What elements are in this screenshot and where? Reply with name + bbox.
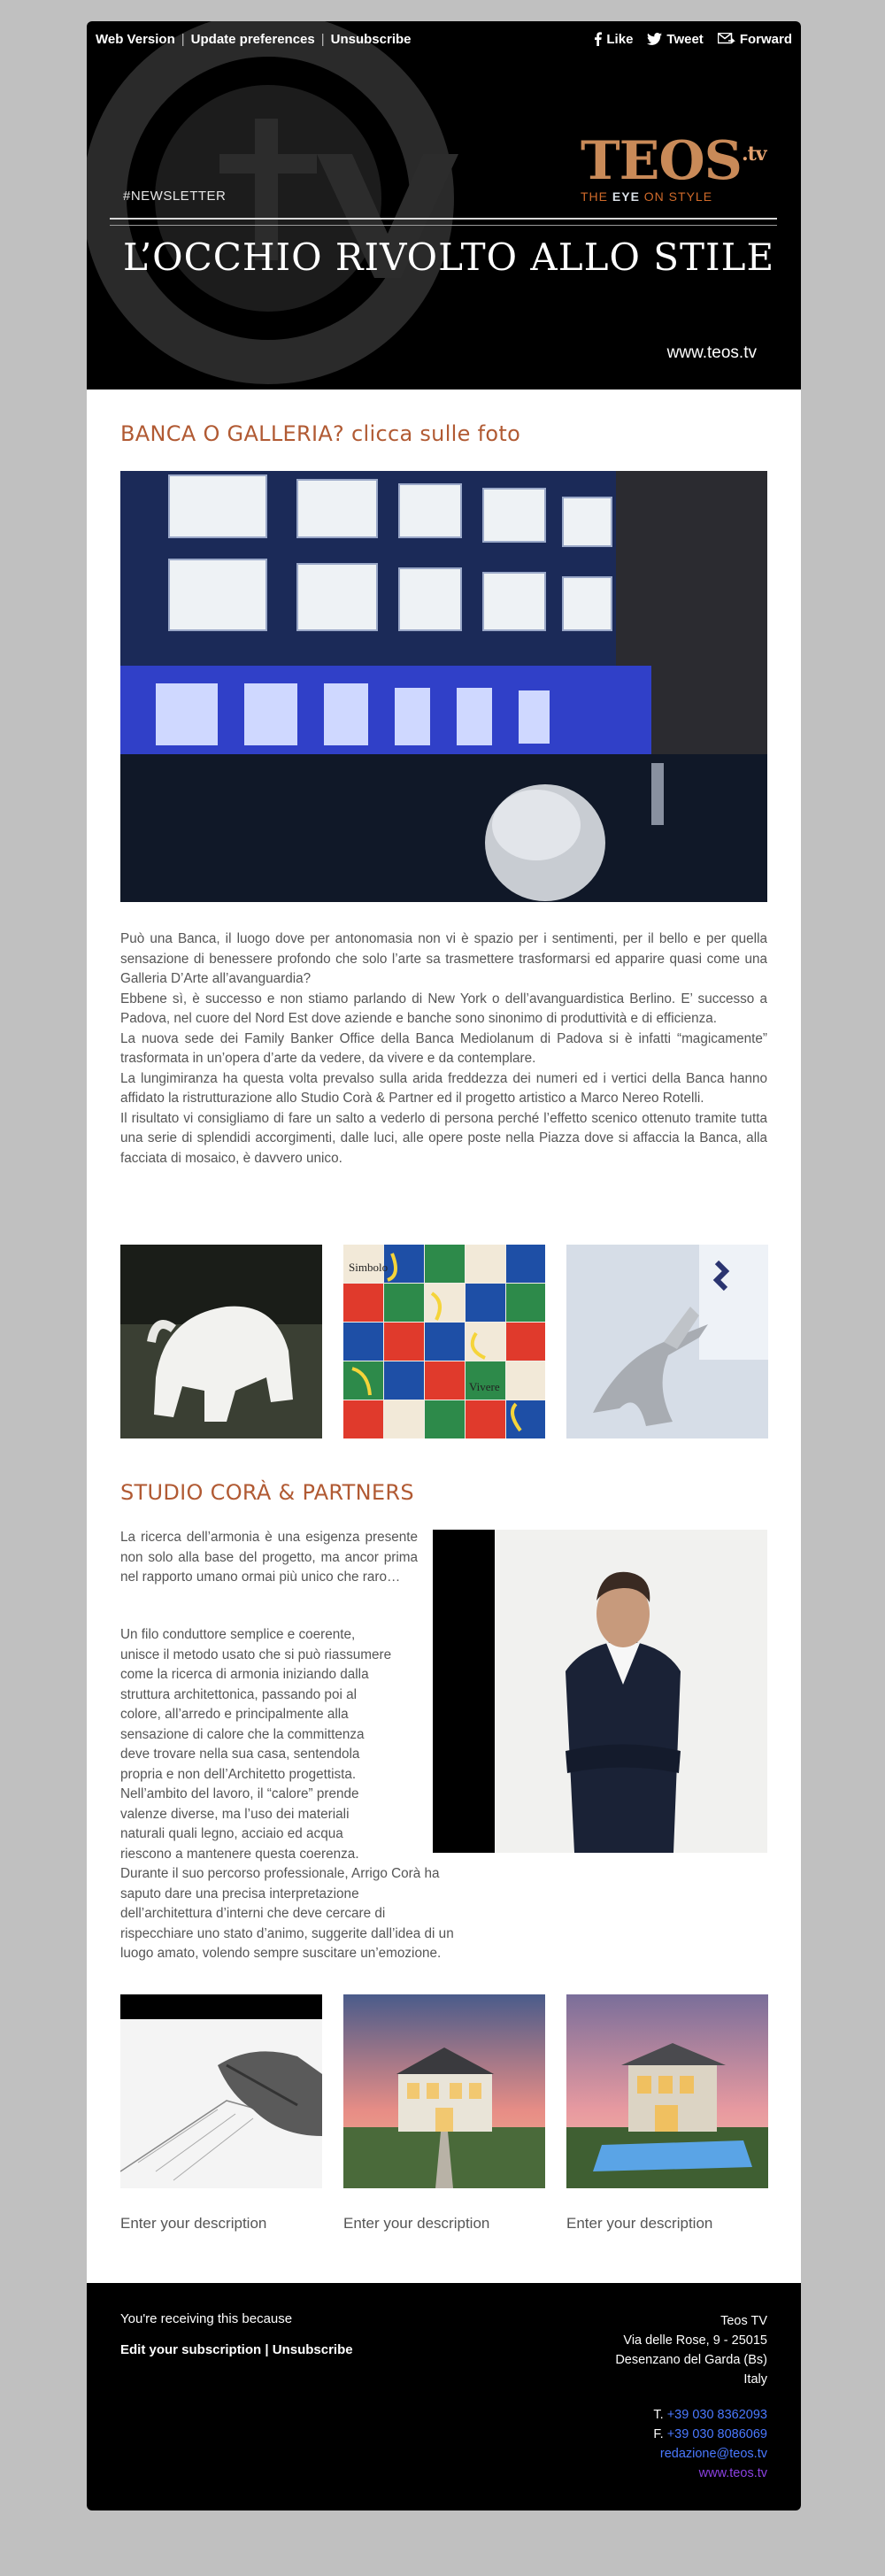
tweet-label: Tweet — [666, 31, 704, 47]
top-links — [96, 28, 412, 50]
tv-watermark-graphic — [87, 21, 801, 389]
silver-statue-photo[interactable] — [566, 1245, 768, 1438]
logo-badge: .tv — [741, 143, 766, 166]
fax-row: F. +39 030 8086069 — [653, 2427, 767, 2441]
studio-body — [120, 1625, 457, 1964]
section1-body — [120, 929, 767, 1168]
header-website: www.teos.tv — [666, 343, 757, 362]
gallery-caption: Enter your description — [343, 2215, 490, 2232]
text-line: propria e non dell’Architetto progettista. — [120, 1766, 357, 1782]
forward-label: Forward — [739, 31, 792, 47]
section-title-studio: STUDIO CORÀ & PARTNERS — [120, 1480, 414, 1505]
studio-intro — [120, 1528, 418, 1588]
facebook-icon — [594, 32, 602, 46]
newsletter-header — [87, 21, 801, 389]
like-label: Like — [606, 31, 634, 47]
text-line: Un filo conduttore semplice e coerente, — [120, 1627, 356, 1642]
update-preferences-link[interactable]: Update preferences — [190, 31, 315, 47]
section-title-banca: BANCA O GALLERIA? clicca sulle foto — [120, 421, 521, 446]
text-line: struttura architettonica, passando poi al — [120, 1686, 358, 1702]
tweet-button[interactable] — [647, 32, 703, 47]
newsletter-card — [87, 21, 801, 2510]
newsletter-hashtag: #NEWSLETTER — [123, 189, 227, 204]
arrigo-cora-portrait[interactable] — [433, 1530, 767, 1853]
bank-building-photo[interactable] — [120, 471, 767, 902]
subscription-info — [120, 2311, 353, 2357]
text-line: colore, all’arredo e principalmente alla — [120, 1707, 349, 1722]
mosaic-artwork-photo[interactable] — [343, 1245, 545, 1438]
villa-render-photo[interactable] — [343, 1994, 545, 2188]
twitter-icon — [647, 33, 662, 45]
company-contact — [615, 2311, 767, 2483]
text-line: luogo amato, volendo sempre suscitare un’emozione. — [120, 1946, 442, 1961]
logo-wordmark: $TEOS^{.tv}$ — [581, 130, 766, 192]
pool-villa-render-photo[interactable] — [566, 1994, 768, 2188]
text-line: Durante il suo percorso professionale, Arrigo Corà ha saputo dare una precisa interpretazione — [120, 1866, 440, 1901]
unsubscribe-link[interactable]: Unsubscribe — [330, 31, 412, 47]
separator: | — [320, 31, 325, 47]
header-divider — [110, 218, 777, 220]
paragraph: Ebbene sì, è successo e non stiamo parlando di New York o dell’avanguardistica Berlino. E’ successo a Padova, nel cuore del Nord Est dove aziende e banche sono sinonimo di produttività e di efficienza. — [120, 991, 767, 1026]
gallery-caption: Enter your description — [120, 2215, 267, 2232]
newsletter-footer — [87, 2283, 801, 2510]
telephone-row: T. +39 030 8362093 — [653, 2408, 767, 2422]
newsletter-headline: L’OCCHIO RIVOLTO ALLO STILE — [123, 235, 775, 279]
separator: | — [181, 31, 185, 47]
footer-unsubscribe-link[interactable]: Unsubscribe — [272, 2342, 353, 2357]
paragraph: La lungimiranza ha questa volta prevalso sulla arida freddezza dei numeri ed i vertici della Banca hanno affidato la ristrutturazione allo Studio Corà & Partner ed il progetto artistico a Marco Nereo Rotelli. — [120, 1070, 767, 1106]
text-line: deve trovare nella sua casa, sentendola — [120, 1747, 360, 1762]
sketch-drawing-photo[interactable] — [120, 1994, 322, 2188]
social-links — [594, 28, 792, 50]
text-line: unisce il metodo usato che si può riassumere — [120, 1647, 392, 1662]
edit-subscription-link[interactable]: Edit your subscription — [120, 2342, 262, 2357]
mosaic-word: Simbolo — [349, 1261, 389, 1274]
web-version-link[interactable]: Web Version — [96, 31, 175, 47]
paragraph: Il risultato vi consigliamo di fare un salto a vederlo di persona perché l’effetto scenico ottenuto tramite tutta una serie di splendidi accorgimenti, dalle luci, alle opere poste nella Piazza dove si affaccia la Banca, alla facciata di mosaico, è davvero unico. — [120, 1110, 767, 1166]
address-line: Desenzano del Garda (Bs) — [615, 2353, 767, 2367]
paragraph: La nuova sede dei Family Banker Office della Banca Mediolanum di Padova si è infatti “magicamente” trasformata in un’opera d’arte da vedere, da vivere e da contemplare. — [120, 1030, 767, 1066]
text-line: dell’architettura d’interni che deve cercare di rispecchiare uno stato d’animo, suggerite dall’idea di un — [120, 1906, 454, 1941]
text-line: riescono a mantenere questa coerenza. — [120, 1846, 359, 1862]
text-line: sensazione di calore che la committenza — [120, 1726, 365, 1742]
paragraph: La ricerca dell’armonia è una esigenza presente non solo alla base del progetto, ma ancor prima nel rapporto umano ormai più unico che raro… — [120, 1530, 418, 1585]
white-bull-sculpture-photo[interactable] — [120, 1245, 322, 1438]
address-country: Italy — [743, 2372, 767, 2387]
forward-mail-icon — [718, 33, 735, 45]
header-divider-thin — [110, 225, 777, 226]
mosaic-word: Vivere — [469, 1380, 500, 1393]
text-line: naturali quali legno, acciaio ed acqua — [120, 1826, 343, 1841]
text-line: Nell’ambito del lavoro, il “calore” prende — [120, 1786, 359, 1801]
text-line: valenze diverse, ma l’uso dei materiali — [120, 1806, 350, 1822]
company-name: Teos TV — [720, 2314, 767, 2328]
text-line: come la ricerca di armonia iniziando dalla — [120, 1667, 369, 1682]
fax-link[interactable]: +39 030 8086069 — [666, 2427, 767, 2441]
forward-button[interactable] — [718, 32, 792, 47]
receiving-reason: You're receiving this because — [120, 2311, 293, 2326]
footer-website-link[interactable]: www.teos.tv — [698, 2466, 767, 2480]
email-link[interactable]: redazione@teos.tv — [659, 2447, 767, 2461]
telephone-link[interactable]: +39 030 8362093 — [666, 2408, 767, 2422]
like-button[interactable] — [594, 32, 633, 47]
gallery-caption: Enter your description — [566, 2215, 713, 2232]
teos-tv-logo[interactable] — [581, 127, 766, 204]
logo-tagline: THE EYE ON STYLE — [581, 189, 713, 204]
paragraph: Può una Banca, il luogo dove per antonomasia non vi è spazio per i sentimenti, per il bello e per quella sensazione di benessere profondo che solo l’arte sa trasmettere trasformarsi ed apparire quasi come una Galleria D’Arte all’avanguardia? — [120, 931, 767, 986]
separator: | — [265, 2342, 269, 2357]
address-line: Via delle Rose, 9 - 25015 — [623, 2333, 767, 2348]
